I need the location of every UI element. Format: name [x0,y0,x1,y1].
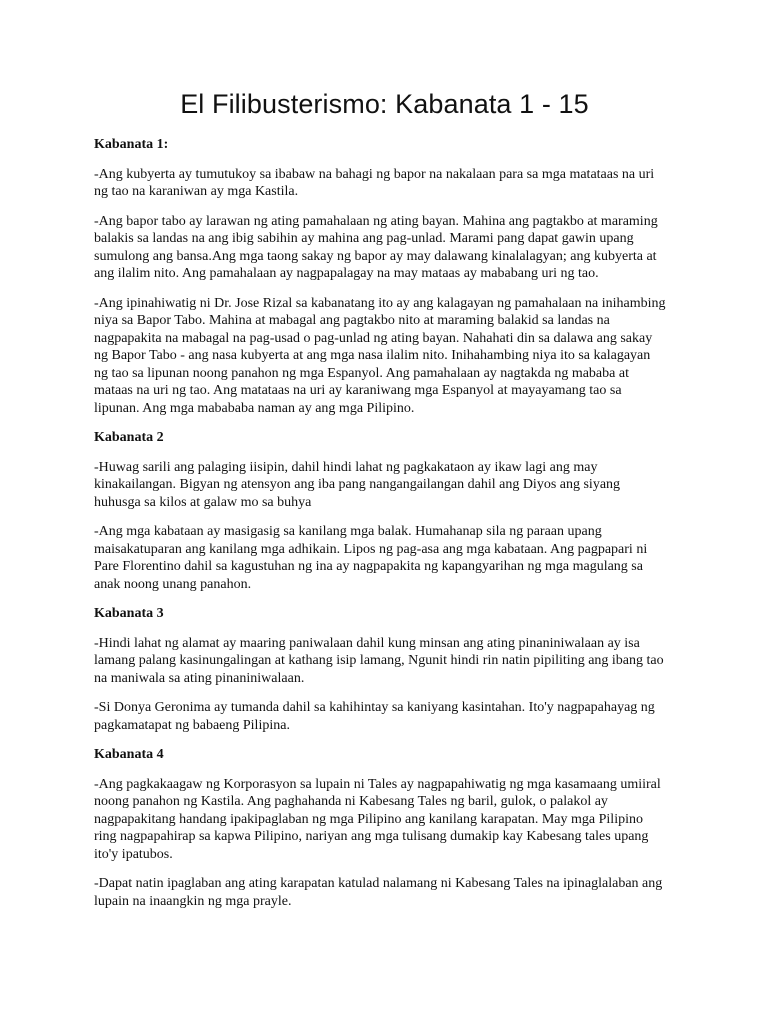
paragraph: -Ang ipinahiwatig ni Dr. Jose Rizal sa kabanatang ito ay ang kalagayan ng pamahalaan na inihambing niya sa Bapor Tabo. Mahina at mabagal ang pagtakbo nito at maraming balakid sa landas na nagpapakita na mabagal na pag-usad o pag-unlad ng ating bayan. Nahahati din sa dalawa ang sakay ng Bapor Tabo - ang nasa kubyerta at ang mga nasa ilalim nito. Inihahambing niya ito sa kalagayan ng tao sa lipunan noong panahon ng mga Espanyol. Ang pamahalaan ay nagtakda ng mababa at mataas na uri ng tao. Ang matataas na uri ay karaniwang mga Espanyol at mayayamang tao sa lipunan. Ang mga mabababa naman ay ang mga Pilipino. [94,295,666,416]
paragraph: -Si Donya Geronima ay tumanda dahil sa kahihintay sa kaniyang kasintahan. Ito'y nagpapahayag ng pagkamatapat ng babaeng Pilipina. [94,700,655,733]
paragraph: -Ang bapor tabo ay larawan ng ating pamahalaan ng ating bayan. Mahina ang pagtakbo at maraming balakis sa landas na ang ibig sabihin ay mahina ang pag-unlad. Marami pang dapat gawin upang sumulong ang bansa.Ang mga taong sakay ng bapor ay may dalawang kinalalagyan; ang kubyerta at ang ilalim nito. Ang pamahalaan ay nagpapalagay na may mataas ay mababang uri ng tao. [94,213,658,281]
chapter-heading: Kabanata 4 [94,747,164,762]
paragraph: -Dapat natin ipaglaban ang ating karapatan katulad nalamang ni Kabesang Tales na ipinaglalaban ang lupain na inaangkin ng mga prayle. [94,876,663,909]
chapter-section [94,429,675,593]
chapter-section [94,746,675,910]
chapter-heading: Kabanata 3 [94,606,164,621]
paragraph: -Ang pagkakaagaw ng Korporasyon sa lupain ni Tales ay nagpapahiwatig ng mga kasamaang umiiral noong panahon ng Kastila. Ang paghahanda ni Kabesang Tales ng baril, gulok, o palakol ay nagpapakitang handang ipakipaglaban ng mga Pilipino ang kanilang karapatan. May mga Pilipino ring nagpapahirap sa kapwa Pilipino, nariyan ang mga tulisang dumakip kay Kabesang tales upang ito'y ipatubos. [94,776,661,862]
chapter-section [94,605,675,734]
document-title: El Filibusterismo: Kabanata 1 - 15 [180,89,589,119]
paragraph: -Ang mga kabataan ay masigasig sa kanilang mga balak. Humahanap sila ng paraan upang maisakatuparan ang kanilang mga adhikain. Lipos ng pag-asa ang mga kabataan. Ang pagpapari ni Pare Florentino dahil sa kagustuhan ng ina ay nagpapakita ng kapangyarihan ng mga magulang sa anak noong unang panahon. [94,524,648,592]
chapter-section [94,136,675,417]
paragraph: -Huwag sarili ang palaging iisipin, dahil hindi lahat ng pagkakataon ay ikaw lagi ang may kinakailangan. Bigyan ng atensyon ang iba pang nangangailangan dahil ang Diyos ang siyang huhusga sa kilos at galaw mo sa buhya [94,459,621,510]
paragraph: -Ang kubyerta ay tumutukoy sa ibabaw na bahagi ng bapor na nakalaan para sa mga matataas na uri ng tao na karaniwan ay mga Kastila. [94,166,655,199]
chapter-heading: Kabanata 2 [94,430,164,445]
chapter-heading: Kabanata 1: [94,137,169,152]
paragraph: -Hindi lahat ng alamat ay maaring paniwalaan dahil kung minsan ang ating pinaniniwalaan ay isa lamang palang kasinungalingan at kathang isip lamang, Ngunit hindi rin natin pipiliting ang ibang tao na maniwala sa ating pinaniniwalaan. [94,635,664,686]
